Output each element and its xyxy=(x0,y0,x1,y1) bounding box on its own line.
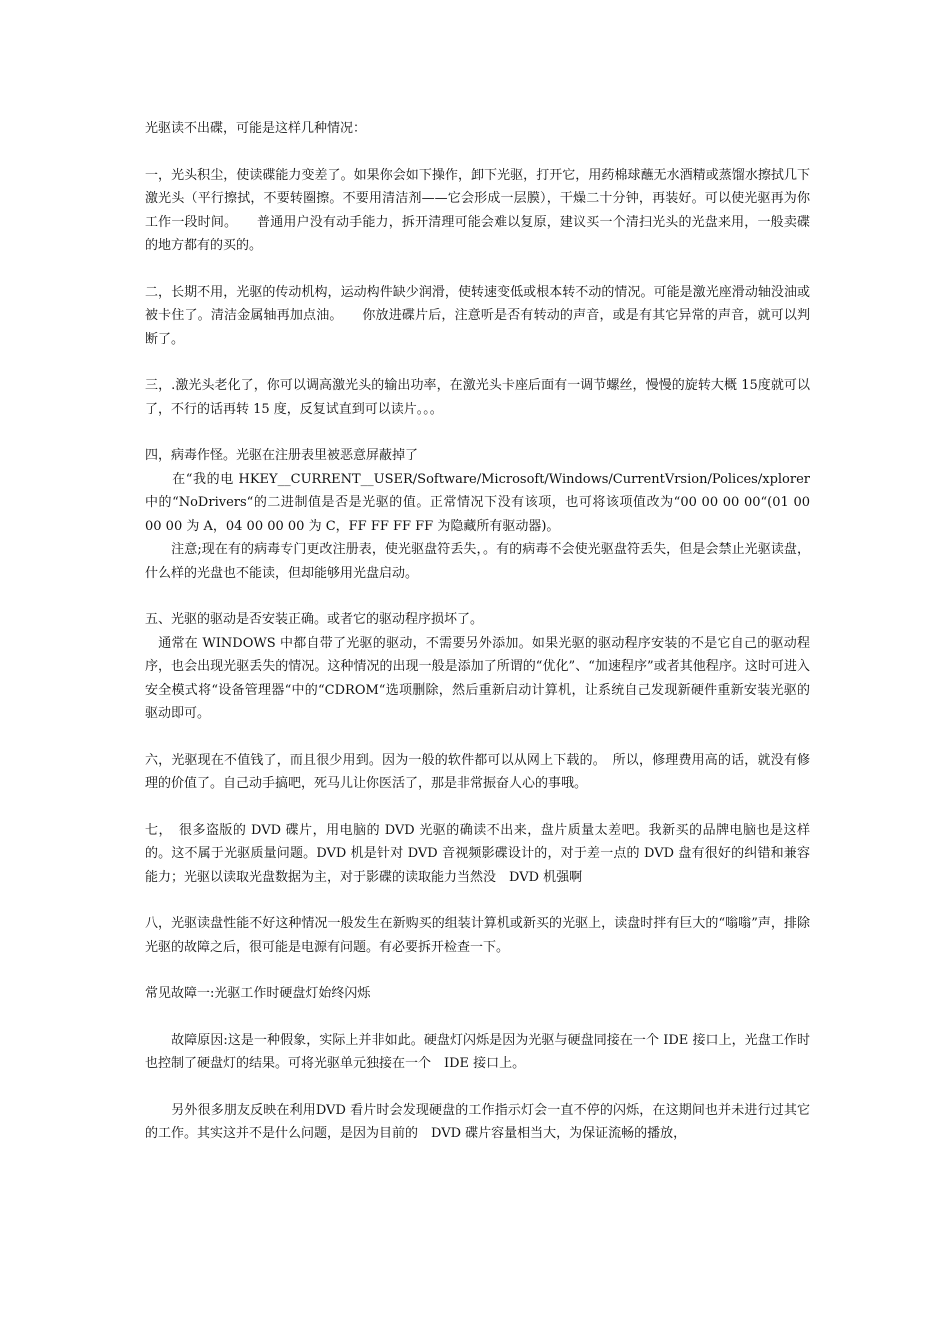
paragraph-gap xyxy=(145,141,810,164)
cause-four-registry-paragraph: 在“我的电 HKEY__CURRENT__USER/Software/Microsoft/Windows/CurrentVrsion/Polices/xplorer 中的“NoDrivers“的二进制值是否是光驱的值。正常情况下没有该项，也可将该项值改为“00 00 00 00“(01 00 00 00 为 A，04 00 00 00 为 C，FF FF FF FF 为隐藏所有驱动器)。 xyxy=(145,471,810,534)
fault-one-heading: 常见故障一:光驱工作时硬盘灯始终闪烁 xyxy=(145,986,371,1001)
paragraph-gap xyxy=(145,796,810,819)
cause-one-paragraph: 一，光头积尘，使读碟能力变差了。如果你会如下操作，卸下光驱，打开它，用药棉球蘸无水酒精或蒸馏水擦拭几下激光头（平行擦拭，不要转圈擦。不要用清洁剂——它会形成一层膜），干燥二十分钟，再装好。可以使光驱再为你工作一段时间。 普通用户没有动手能力，拆开清理可能会难以复原，建议买一个清扫光头的光盘来用，一般卖碟的地方都有的买的。 xyxy=(145,167,810,253)
paragraph-gap xyxy=(145,258,810,281)
paragraph-gap xyxy=(145,889,810,912)
paragraph-gap xyxy=(145,351,810,374)
document-body xyxy=(145,117,810,1146)
cause-seven-paragraph: 七， 很多盗版的 DVD 碟片，用电脑的 DVD 光驱的确读不出来，盘片质量太差吧。我新买的品牌电脑也是这样的。这不属于光驱质量问题。DVD 机是针对 DVD 音视频影碟设计的，对于差一点的 DVD 盘有很好的纠错和兼容能力；光驱以读取光盘数据为主，对于影碟的读取能力当然没 DVD 机强啊 xyxy=(145,822,810,885)
cause-two-paragraph: 二，长期不用，光驱的传动机构，运动构件缺少润滑，使转速变低或根本转不动的情况。可能是激光座滑动轴没油或被卡住了。清洁金属轴再加点油。 你放进碟片后，注意听是否有转动的声音，或是有其它异常的声音，就可以判断了。 xyxy=(145,284,810,347)
cause-five-paragraph: 通常在 WINDOWS 中都自带了光驱的驱动，不需要另外添加。如果光驱的驱动程序安装的不是它自己的驱动程序，也会出现光驱丢失的情况。这种情况的出现一般是添加了所谓的“优化”、“加速程序”或者其他程序。这时可进入安全模式将“设备管理器“中的“CDROM“选项删除，然后重新启动计算机，让系统自己发现新硬件重新安装光驱的驱动即可。 xyxy=(145,635,810,721)
intro-line: 光驱读不出碟，可能是这样几种情况： xyxy=(145,121,367,136)
cause-four-heading: 四，病毒作怪。光驱在注册表里被恶意屏蔽掉了 xyxy=(145,448,419,463)
cause-four-note-paragraph: 注意;现在有的病毒专门更改注册表，使光驱盘符丢失，。有的病毒不会使光驱盘符丢失，但是会禁止光驱读盘，什么样的光盘也不能读，但却能够用光盘启动。 xyxy=(145,542,810,581)
paragraph-gap xyxy=(145,726,810,749)
paragraph-gap xyxy=(145,1076,810,1099)
paragraph-gap xyxy=(145,585,810,608)
fault-one-cause-paragraph: 故障原因:这是一种假象，实际上并非如此。硬盘灯闪烁是因为光驱与硬盘同接在一个 IDE 接口上，光盘工作时也控制了硬盘灯的结果。可将光驱单元独接在一个 IDE 接口上。 xyxy=(145,1032,810,1071)
cause-eight-paragraph: 八，光驱读盘性能不好这种情况一般发生在新购买的组装计算机或新买的光驱上，读盘时拌有巨大的“嗡嗡”声，排除光驱的故障之后，很可能是电源有问题。有必要拆开检查一下。 xyxy=(145,916,810,955)
paragraph-gap xyxy=(145,421,810,444)
cause-three-paragraph: 三，.激光头老化了，你可以调高激光头的输出功率，在激光头卡座后面有一调节螺丝，慢慢的旋转大概 15度就可以了，不行的话再转 15 度，反复试直到可以读片。。。 xyxy=(145,378,810,417)
cause-five-heading: 五、光驱的驱动是否安装正确。或者它的驱动程序损坏了。 xyxy=(145,612,484,627)
fault-one-extra-paragraph: 另外很多朋友反映在利用DVD 看片时会发现硬盘的工作指示灯会一直不停的闪烁，在这期间也并未进行过其它的工作。其实这并不是什么问题，是因为目前的 DVD 碟片容量相当大，为保证流畅的播放， xyxy=(145,1102,810,1141)
paragraph-gap xyxy=(145,959,810,982)
cause-six-paragraph: 六，光驱现在不值钱了，而且很少用到。因为一般的软件都可以从网上下载的。 所以，修理费用高的话，就没有修理的价值了。自己动手搞吧，死马儿让你医活了，那是非常振奋人心的事哦。 xyxy=(145,752,810,791)
paragraph-gap xyxy=(145,1006,810,1029)
